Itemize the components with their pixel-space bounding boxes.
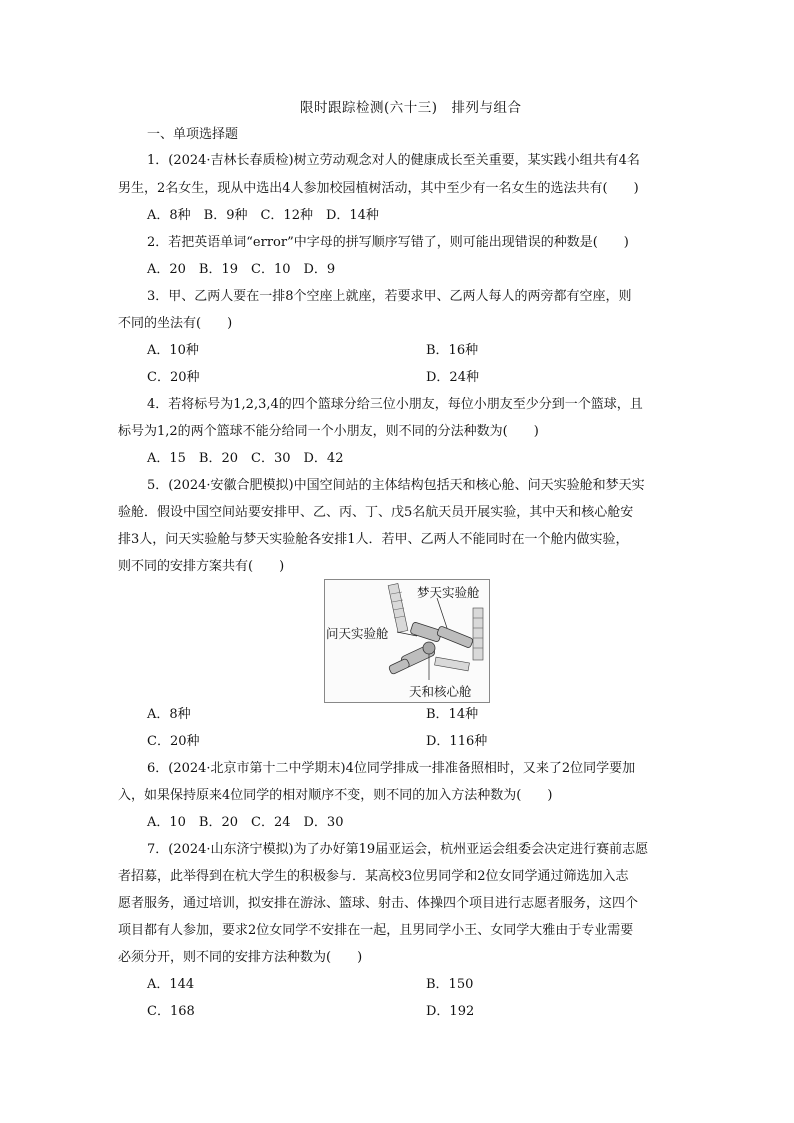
question-5-line-2: 验舱．假设中国空间站要安排甲、乙、丙、丁、戊5名航天员开展实验，其中天和核心舱安 bbox=[118, 505, 634, 520]
question-5-option-c: C．20种 bbox=[147, 734, 200, 749]
question-6-line-2: 入，如果保持原来4位同学的相对顺序不变，则不同的加入方法种数为( ) bbox=[118, 788, 553, 803]
question-2-line-1: 2．若把英语单词“error”中字母的拼写顺序写错了，则可能出现错误的种数是( ) bbox=[147, 235, 629, 250]
question-5-option-a: A．8种 bbox=[147, 707, 191, 722]
question-7-option-b: B．150 bbox=[426, 977, 474, 992]
figure-label-tianhe: 天和核心舱 bbox=[409, 684, 472, 699]
question-5-line-3: 排3人，问天实验舱与梦天实验舱各安排1人．若甲、乙两人不能同时在一个舱内做实验， bbox=[118, 532, 629, 547]
question-5-option-b: B．14种 bbox=[426, 707, 479, 722]
question-1-options: A．8种 B．9种 C．12种 D．14种 bbox=[147, 208, 379, 223]
question-2-options: A．20 B．19 C．10 D．9 bbox=[147, 262, 336, 277]
section-heading: 一、单项选择题 bbox=[147, 127, 239, 142]
question-7-line-1: 7．(2024·山东济宁模拟)为了办好第19届亚运会，杭州亚运会组委会决定进行赛前志愿 bbox=[147, 842, 649, 857]
question-3-option-d: D．24种 bbox=[426, 370, 479, 385]
question-3-line-2: 不同的坐法有( ) bbox=[118, 316, 233, 331]
question-3-option-c: C．20种 bbox=[147, 370, 200, 385]
question-7-line-3: 愿者服务，通过培训，拟安排在游泳、篮球、射击、体操四个项目进行志愿者服务，这四个 bbox=[118, 896, 639, 911]
question-7-option-a: A．144 bbox=[147, 977, 195, 992]
question-6-options: A．10 B．20 C．24 D．30 bbox=[147, 815, 344, 830]
question-4-line-2: 标号为1,2的两个篮球不能分给同一个小朋友，则不同的分法种数为( ) bbox=[118, 424, 539, 439]
question-5-line-4: 则不同的安排方案共有( ) bbox=[118, 559, 285, 574]
question-3-option-a: A．10种 bbox=[147, 343, 199, 358]
question-4-line-1: 4．若将标号为1,2,3,4的四个篮球分给三位小朋友，每位小朋友至少分到一个篮球，且 bbox=[147, 397, 643, 412]
question-3-line-1: 3．甲、乙两人要在一排8个空座上就座，若要求甲、乙两人每人的两旁都有空座，则 bbox=[147, 289, 632, 304]
question-7-option-c: C．168 bbox=[147, 1004, 195, 1019]
figure-label-wentian: 问天实验舱 bbox=[326, 626, 389, 641]
question-1-line-1: 1．(2024·吉林长春质检)树立劳动观念对人的健康成长至关重要，某实践小组共有4名 bbox=[147, 153, 640, 168]
question-1-line-2: 男生，2名女生，现从中选出4人参加校园植树活动，其中至少有一名女生的选法共有( ) bbox=[118, 181, 639, 196]
figure-label-mengtian: 梦天实验舱 bbox=[417, 585, 480, 600]
question-3-option-b: B．16种 bbox=[426, 343, 479, 358]
space-station-figure bbox=[324, 579, 490, 703]
question-6-line-1: 6．(2024·北京市第十二中学期末)4位同学排成一排准备照相时，又来了2位同学要加 bbox=[147, 761, 636, 776]
question-7-line-5: 必须分开，则不同的安排方法种数为( ) bbox=[118, 950, 363, 965]
question-5-option-d: D．116种 bbox=[426, 734, 488, 749]
question-7-option-d: D．192 bbox=[426, 1004, 475, 1019]
question-4-options: A．15 B．20 C．30 D．42 bbox=[147, 451, 344, 466]
question-7-line-2: 者招募，此举得到在杭大学生的积极参与．某高校3位男同学和2位女同学通过筛选加入志 bbox=[118, 869, 629, 884]
question-5-line-1: 5．(2024·安徽合肥模拟)中国空间站的主体结构包括天和核心舱、问天实验舱和梦天实 bbox=[147, 478, 645, 493]
question-7-line-4: 项目都有人参加，要求2位女同学不安排在一起，且男同学小王、女同学大雅由于专业需要 bbox=[118, 923, 634, 938]
page-title: 限时跟踪检测(六十三) 排列与组合 bbox=[300, 100, 522, 116]
